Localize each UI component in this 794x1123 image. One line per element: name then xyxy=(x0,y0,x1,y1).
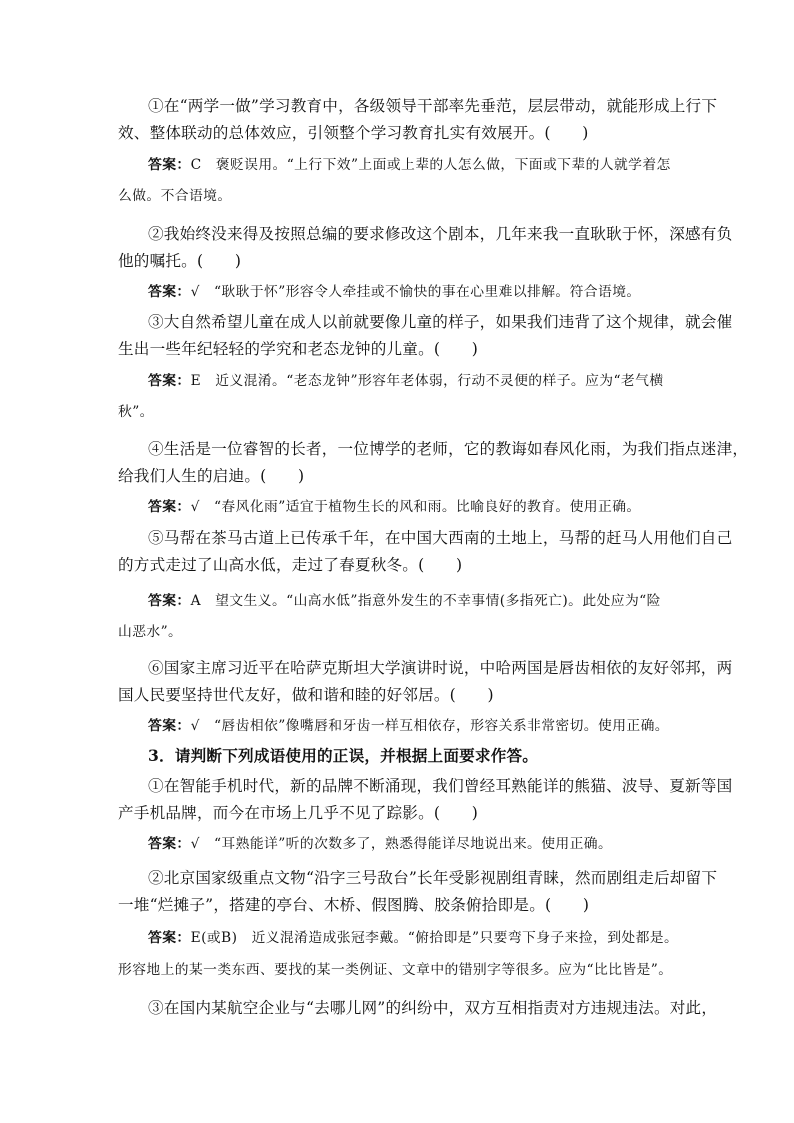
question-5-line-2: 的方式走过了山高水低，走过了春夏秋冬。( ) xyxy=(118,556,463,574)
question-4-line-1: ④生活是一位睿智的长者，一位博学的老师，它的教诲如春风化雨，为我们指点迷津， xyxy=(148,440,749,458)
answer-text: √ “唇齿相依”像嘴唇和牙齿一样互相依存，形容关系非常密切。使用正确。 xyxy=(190,718,669,734)
question-2-line-1: ②我始终没来得及按照总编的要求修改这个剧本，几年来我一直耿耿于怀，深感有负 xyxy=(148,225,733,243)
answer-text: √ “春风化雨”适宜于植物生长的风和雨。比喻良好的教育。使用正确。 xyxy=(190,499,641,515)
answer-4-line-1 xyxy=(148,495,641,519)
answer-6-line-1 xyxy=(148,714,669,738)
question-6-line-1: ⑥国家主席习近平在哈萨克斯坦大学演讲时说，中哈两国是唇齿相依的友好邻邦，两 xyxy=(148,659,733,677)
sentence-2-line-1: ②北京国家级重点文物“沿字三号敌台”长年受影视剧组青睐，然而剧组走后却留下 xyxy=(148,869,718,887)
answer-text: A 望文生义。“山高水低”指意外发生的不幸事情(多指死亡)。此处应为“险 xyxy=(190,593,661,609)
sentence-1-line-2: 产手机品牌，而今在市场上几乎不见了踪影。( ) xyxy=(118,804,479,822)
answer-text: E 近义混淆。“老态龙钟”形容年老体弱，行动不灵便的样子。应为“老气横 xyxy=(190,373,664,389)
answer-label: 答案： xyxy=(148,157,191,173)
question-1-line-2: 效、整体联动的总体效应，引领整个学习教育扎实有效展开。( ) xyxy=(118,124,589,142)
answer-s2-line-2: 形容地上的某一类东西、要找的某一类例证、文章中的错别字等很多。应为“比比皆是”。 xyxy=(118,962,673,978)
answer-text: C 褒贬误用。“上行下效”上面或上辈的人怎么做，下面或下辈的人就学着怎 xyxy=(190,157,671,173)
sentence-1-line-1: ①在智能手机时代，新的品牌不断涌现，我们曾经耳熟能详的熊猫、波导、夏新等国 xyxy=(148,777,733,795)
answer-5-line-2: 山恶水”。 xyxy=(118,624,183,640)
question-2-line-2: 他的嘱托。( ) xyxy=(118,252,242,270)
answer-5-line-1 xyxy=(148,589,661,613)
answer-label: 答案： xyxy=(148,373,191,389)
answer-label: 答案： xyxy=(148,836,191,852)
answer-s2-line-1 xyxy=(148,926,678,950)
question-4-line-2: 给我们人生的启迪。( ) xyxy=(118,467,305,485)
answer-2-line-1 xyxy=(148,280,641,304)
answer-label: 答案： xyxy=(148,930,191,946)
question-3-line-2: 生出一些年纪轻轻的学究和老态龙钟的儿童。( ) xyxy=(118,340,479,358)
sentence-3-line-1: ③在国内某航空企业与“去哪儿网”的纠纷中，双方互相指责对方违规违法。对此， xyxy=(148,999,718,1017)
question-3-line-1: ③大自然希望儿童在成人以前就要像儿童的样子，如果我们违背了这个规律，就会催 xyxy=(148,313,733,331)
answer-text: E(或B) 近义混淆造成张冠李戴。“俯拾即是”只要弯下身子来捡，到处都是。 xyxy=(190,930,679,946)
answer-s1-line-1 xyxy=(148,832,612,856)
answer-text: √ “耿耿于怀”形容令人牵挂或不愉快的事在心里难以排解。符合语境。 xyxy=(190,284,641,300)
answer-3-line-2: 秋”。 xyxy=(118,404,154,420)
answer-label: 答案： xyxy=(148,718,191,734)
section-3-heading: 3．请判断下列成语使用的正误，并根据上面要求作答。 xyxy=(148,746,539,765)
question-1-line-1: ①在“两学一做”学习教育中，各级领导干部率先垂范，层层带动，就能形成上行下 xyxy=(148,97,718,115)
answer-label: 答案： xyxy=(148,593,191,609)
answer-label: 答案： xyxy=(148,499,191,515)
sentence-2-line-2: 一堆“烂摊子”，搭建的亭台、木桥、假图腾、胶条俯拾即是。( ) xyxy=(118,896,590,914)
question-5-line-1: ⑤马帮在茶马古道上已传承千年，在中国大西南的土地上，马帮的赶马人用他们自己 xyxy=(148,529,733,547)
answer-3-line-1 xyxy=(148,369,664,393)
answer-1-line-2: 么做。不合语境。 xyxy=(118,188,232,204)
question-6-line-2: 国人民要坚持世代友好，做和谐和睦的好邻居。( ) xyxy=(118,686,494,704)
answer-label: 答案： xyxy=(148,284,191,300)
answer-1-line-1 xyxy=(148,153,671,177)
answer-text: √ “耳熟能详”听的次数多了，熟悉得能详尽地说出来。使用正确。 xyxy=(190,836,613,852)
